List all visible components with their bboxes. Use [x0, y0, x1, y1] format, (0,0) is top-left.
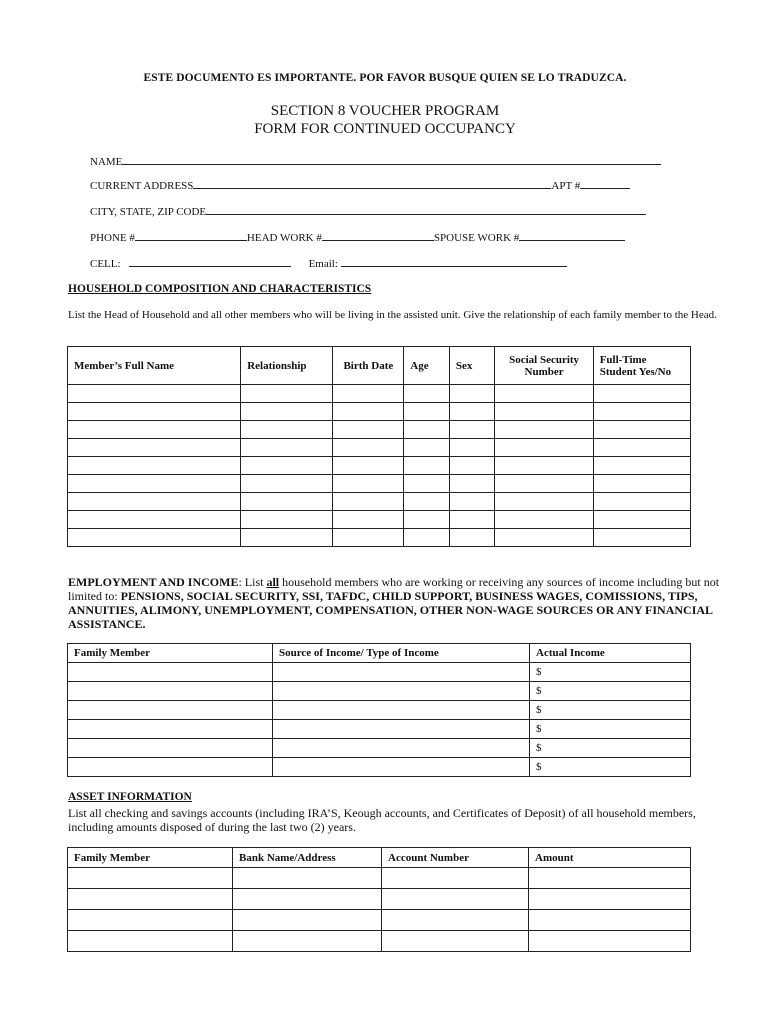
email-label: Email: — [308, 258, 338, 270]
income-amount-cell[interactable]: $ — [530, 663, 691, 682]
col-amount: Amount — [529, 848, 691, 868]
apt-field[interactable] — [580, 178, 630, 189]
table-row — [68, 868, 691, 889]
apt-label: APT # — [551, 180, 581, 192]
employment-intro-pre: : List — [238, 575, 267, 589]
col-family-member: Family Member — [68, 644, 273, 663]
household-instructions: List the Head of Household and all other members who will be living in the assisted unit. Give the relationship of each family member to the Head. — [68, 309, 717, 321]
translation-notice: ESTE DOCUMENTO ES IMPORTANTE. POR FAVOR BUSQUE QUIEN SE LO TRADUZCA. — [143, 72, 627, 84]
col-bank-name: Bank Name/Address — [233, 848, 382, 868]
income-amount-cell[interactable]: $ — [530, 758, 691, 777]
assets-instructions: List all checking and savings accounts (including IRA’S, Keough accounts, and Certificates of Deposit) of all household members, including amounts disposed of during the last two (2) years. — [68, 806, 696, 834]
table-row — [68, 701, 691, 720]
current-address-label: CURRENT ADDRESS — [90, 180, 194, 192]
household-header-row — [68, 347, 691, 385]
name-label: NAME — [90, 156, 123, 168]
cell-field[interactable] — [129, 256, 291, 267]
income-amount-cell[interactable]: $ — [530, 701, 691, 720]
cell-label: CELL: — [90, 258, 121, 270]
col-birth-date: Birth Date — [333, 347, 404, 385]
household-table — [67, 346, 691, 547]
spouse-work-label: SPOUSE WORK # — [433, 232, 520, 244]
income-amount-cell[interactable]: $ — [530, 739, 691, 758]
spouse-work-field[interactable] — [519, 230, 625, 241]
table-row — [68, 931, 691, 952]
col-relationship: Relationship — [241, 347, 333, 385]
col-actual-income: Actual Income — [530, 644, 691, 663]
title-line-1: SECTION 8 VOUCHER PROGRAM — [270, 103, 500, 119]
col-age: Age — [404, 347, 450, 385]
table-row — [68, 475, 691, 493]
income-header-row — [68, 644, 691, 663]
table-row — [68, 682, 691, 701]
city-row — [90, 204, 646, 218]
name-row — [90, 154, 661, 168]
assets-table — [67, 847, 691, 952]
table-row — [68, 493, 691, 511]
employment-income-sources: PENSIONS, SOCIAL SECURITY, SSI, TAFDC, CHILD SUPPORT, BUSINESS WAGES, COMISSIONS, TIPS, ANNUITIES, ALIMONY, UNEMPLOYMENT, COMPENSATION, OTHER NON-WAGE SOURCES OR ANY FINANCIAL ASSISTANCE. — [68, 589, 713, 631]
income-amount-cell[interactable]: $ — [530, 682, 691, 701]
city-state-zip-label: CITY, STATE, ZIP CODE — [90, 206, 207, 218]
head-work-field[interactable] — [322, 230, 434, 241]
table-row — [68, 403, 691, 421]
table-row — [68, 511, 691, 529]
address-row — [90, 178, 630, 192]
phone-field[interactable] — [135, 230, 247, 241]
col-income-source: Source of Income/ Type of Income — [273, 644, 530, 663]
table-row — [68, 758, 691, 777]
table-row — [68, 457, 691, 475]
cell-email-row — [90, 256, 567, 270]
assets-heading: ASSET INFORMATION — [68, 791, 192, 803]
table-row — [68, 663, 691, 682]
table-row — [68, 439, 691, 457]
page-title — [0, 102, 770, 138]
assets-header-row — [68, 848, 691, 868]
title-line-2: FORM FOR CONTINUED OCCUPANCY — [254, 121, 516, 137]
head-work-label: HEAD WORK # — [246, 232, 322, 244]
employment-intro-all: all — [266, 575, 280, 589]
col-sex: Sex — [449, 347, 495, 385]
employment-intro-post: household members who are working or receiving any sources of income including but not limited to: — [68, 575, 720, 603]
income-amount-cell[interactable]: $ — [530, 720, 691, 739]
col-member-name: Member’s Full Name — [68, 347, 241, 385]
employment-heading: EMPLOYMENT AND INCOME — [68, 575, 239, 589]
employment-intro — [68, 575, 720, 631]
name-field[interactable] — [122, 154, 661, 165]
income-table — [67, 643, 691, 777]
table-row — [68, 385, 691, 403]
table-row — [68, 739, 691, 758]
phone-label: PHONE # — [90, 232, 135, 244]
table-row — [68, 720, 691, 739]
current-address-field[interactable] — [193, 178, 551, 189]
table-row — [68, 910, 691, 931]
phone-row — [90, 230, 625, 244]
col-student: Full-Time Student Yes/No — [593, 347, 690, 385]
table-row — [68, 529, 691, 547]
table-row — [68, 421, 691, 439]
city-state-zip-field[interactable] — [206, 204, 646, 215]
col-account-number: Account Number — [382, 848, 529, 868]
col-ssn: Social Security Number — [495, 347, 593, 385]
email-field[interactable] — [341, 256, 567, 267]
table-row — [68, 889, 691, 910]
col-asset-family-member: Family Member — [68, 848, 233, 868]
household-heading: HOUSEHOLD COMPOSITION AND CHARACTERISTICS — [68, 283, 372, 295]
